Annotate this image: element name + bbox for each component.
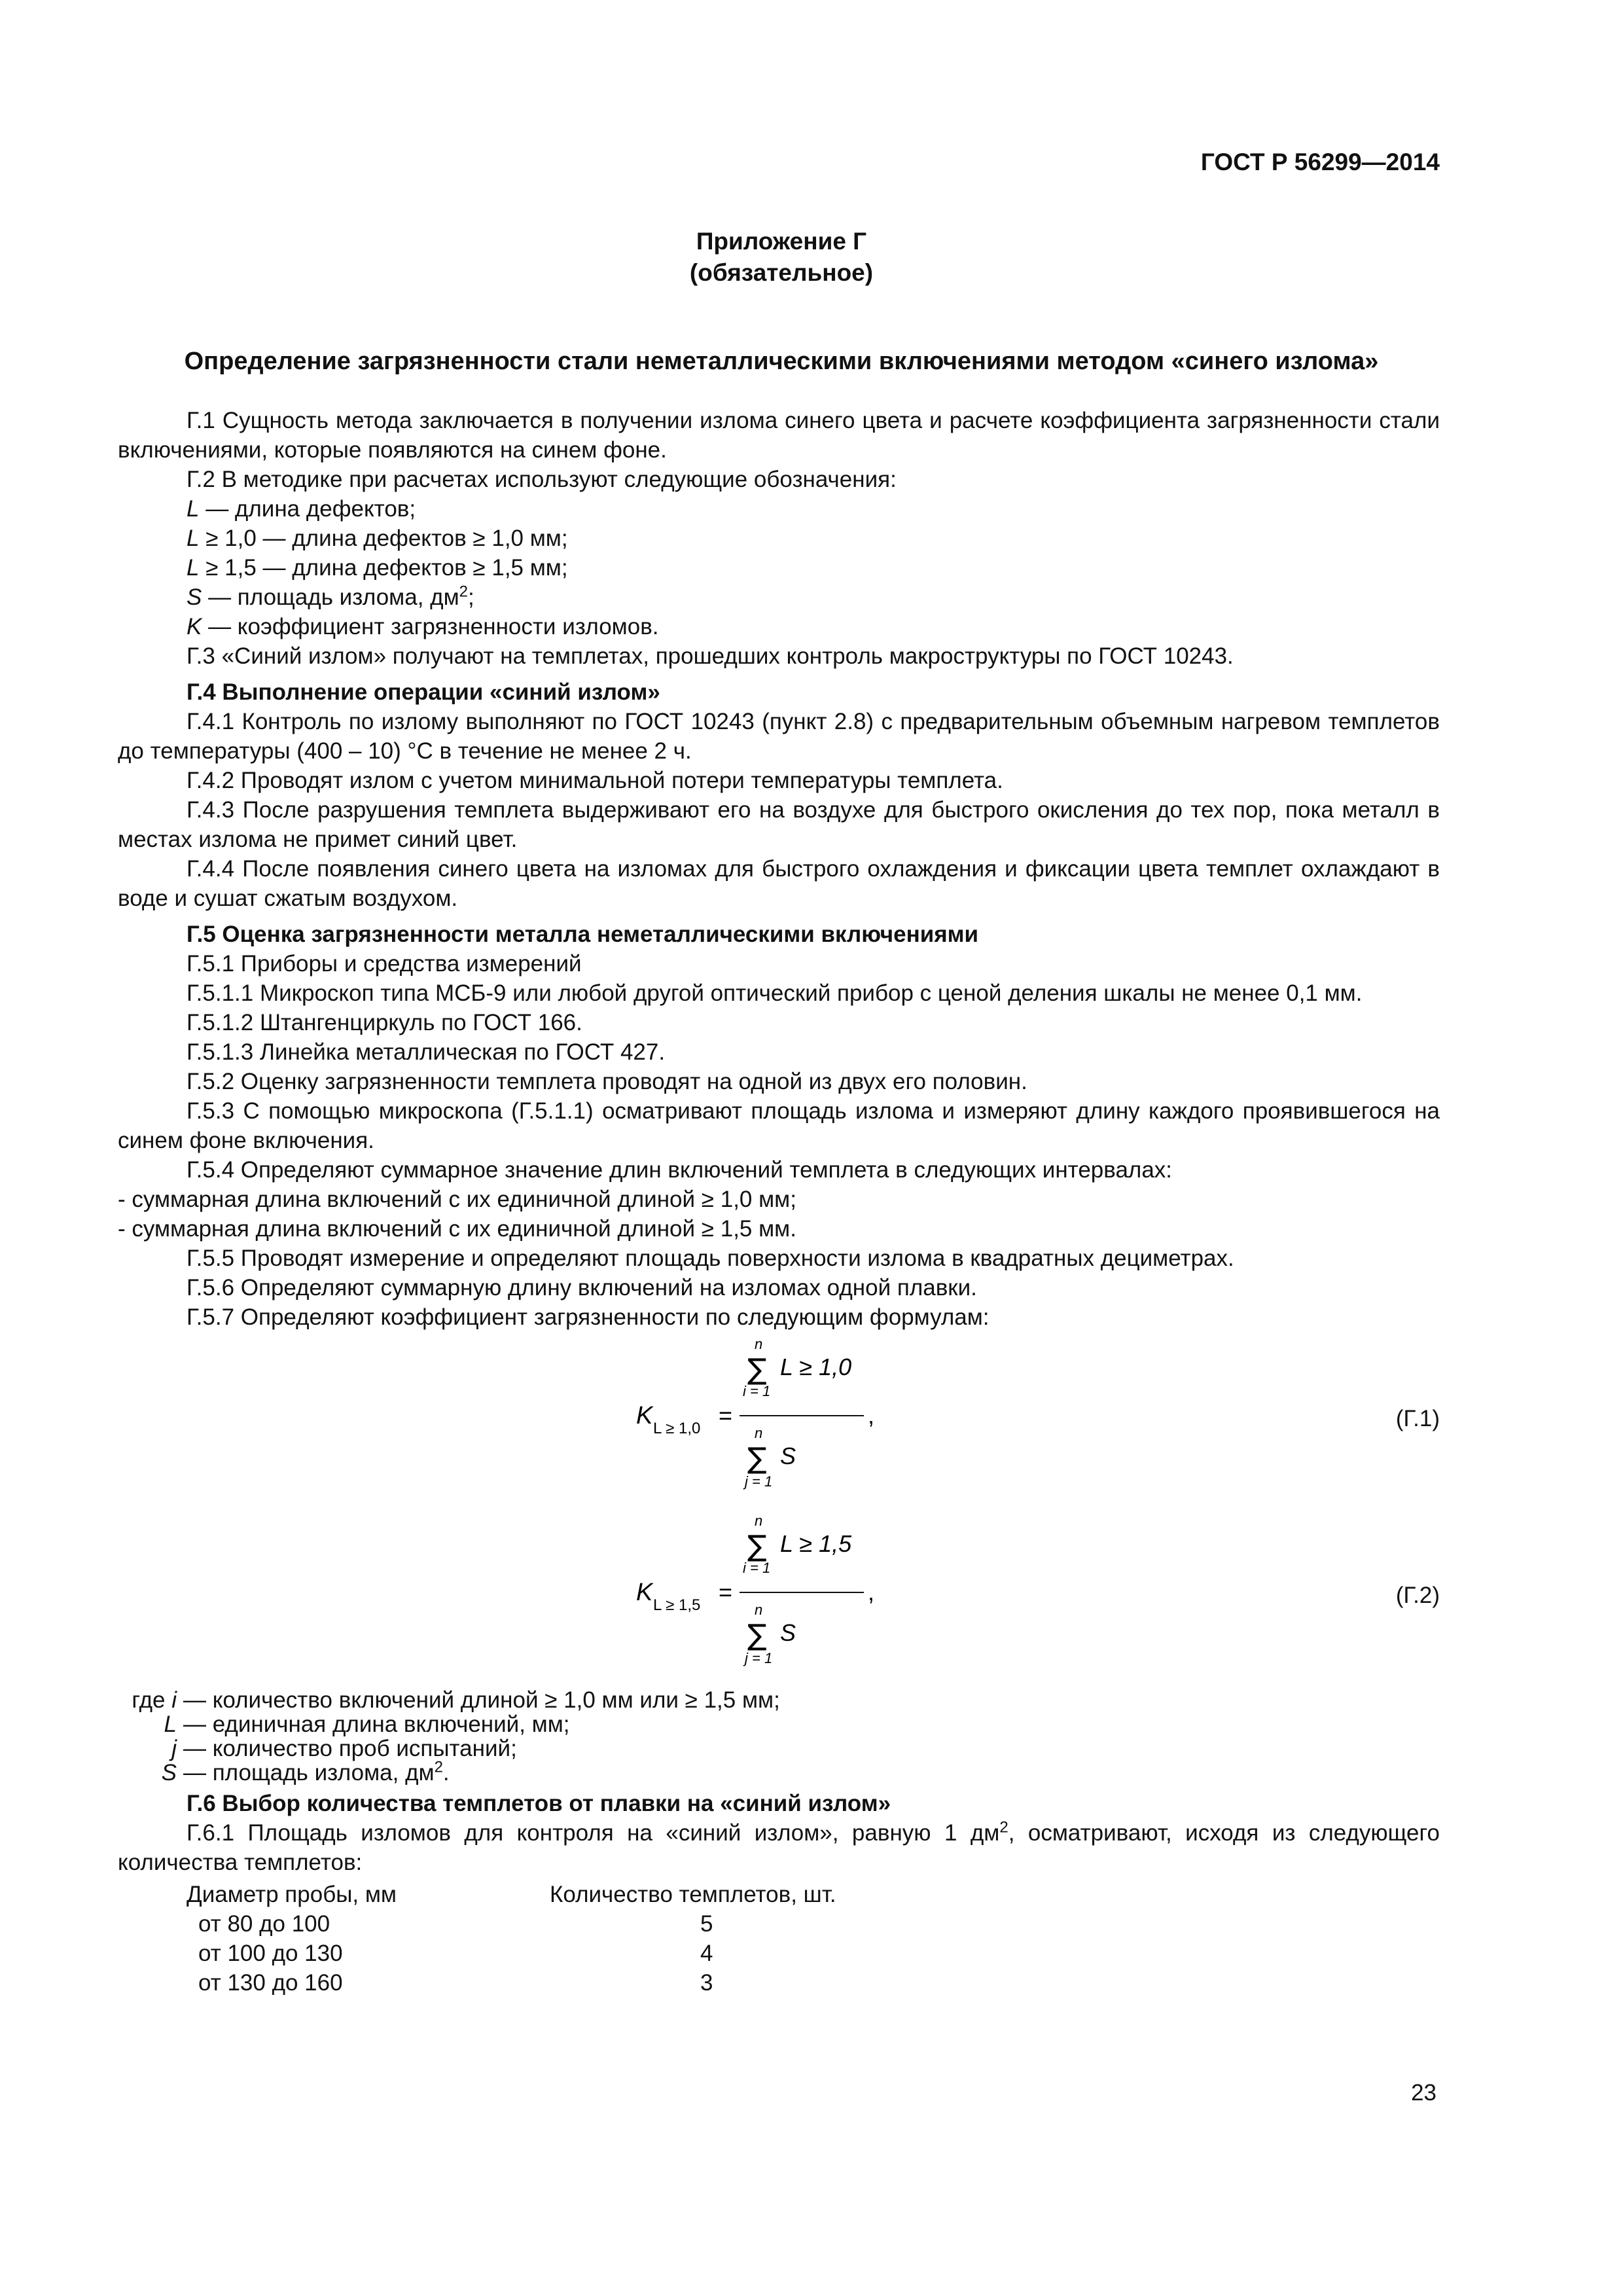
templet-count-table: [118, 1880, 1440, 2011]
document-body: [118, 406, 1440, 2011]
formula-k: K: [636, 1402, 653, 1429]
annex-heading: [0, 226, 1563, 289]
table-cell-count: 3: [700, 1970, 713, 1996]
denominator-expression: S: [780, 1619, 796, 1646]
legend-symbol-l: L: [164, 1712, 177, 1737]
paragraph-g2: Г.2 В методике при расчетах используют следующие обозначения:: [187, 467, 897, 492]
superscript: 2: [434, 1758, 443, 1776]
definition-symbol: K: [187, 614, 202, 639]
paragraph-g51: Г.5.1 Приборы и средства измерений: [187, 951, 582, 977]
definition-text: — длина дефектов;: [199, 496, 416, 522]
paragraph-g61-part2: , осматривают, исходя из следующего количества темплетов:: [118, 1820, 1440, 1875]
definition-symbol: L: [187, 526, 200, 551]
formula-tail: ,: [868, 1579, 875, 1605]
formula-legend: [118, 1685, 1440, 1785]
formula-g2-graphic: [635, 1509, 1001, 1685]
list-item-sum-10: - суммарная длина включений с их единичной длиной ≥ 1,0 мм;: [118, 1187, 796, 1212]
paragraph-g57: Г.5.7 Определяют коэффициент загрязненности по следующим формулам:: [187, 1304, 990, 1330]
sum-upper-limit: n: [755, 1336, 763, 1352]
paragraph-g53: Г.5.3 С помощью микроскопа (Г.5.1.1) осматривают площадь излома и измеряют длину каждого проявившегося на синем фоне включения.: [118, 1098, 1440, 1153]
formula-k: K: [636, 1579, 653, 1606]
definition-text: ≥ 1,5 — длина дефектов ≥ 1,5 мм;: [199, 555, 568, 581]
sum-lower-limit: j = 1: [745, 1650, 773, 1666]
document-code: ГОСТ Р 56299—2014: [1200, 149, 1440, 175]
definition-l10: [118, 524, 1440, 553]
definition-tail: ;: [468, 584, 474, 610]
table-cell-diameter: от 100 до 130: [198, 1941, 343, 1966]
sum-sign-icon: ∑: [747, 1353, 767, 1386]
paragraph-g44: Г.4.4 После появления синего цвета на изломах для быстрого охлаждения и фиксации цвета темплет охлаждают в воде и сушат сжатым воздухом.: [118, 856, 1440, 911]
legend-row-i: [118, 1685, 1440, 1713]
table-cell-diameter: от 130 до 160: [198, 1970, 343, 1996]
sum-upper-limit: n: [755, 1602, 763, 1618]
legend-lead: где: [132, 1687, 166, 1713]
table-cell-diameter: от 80 до 100: [198, 1911, 330, 1937]
definition-l15: [118, 553, 1440, 583]
sum-upper-limit: n: [755, 1513, 763, 1529]
section-heading-g5: Г.5 Оценка загрязненности металла неметаллическими включениями: [187, 922, 979, 947]
sum-sign-icon: ∑: [747, 1619, 767, 1652]
paragraph-g1: Г.1 Сущность метода заключается в получении излома синего цвета и расчете коэффициента загрязненности стали включениями, которые появляются на синем фоне.: [118, 408, 1440, 463]
formula-equals: =: [719, 1402, 733, 1429]
legend-text: — площадь излома, дм: [183, 1760, 435, 1785]
paragraph-g3: Г.3 «Синий излом» получают на темплетах, прошедших контроль макроструктуры по ГОСТ 10243.: [187, 643, 1234, 669]
sum-sign-icon: ∑: [747, 1530, 767, 1563]
legend-text: — количество включений длиной ≥ 1,0 мм или ≥ 1,5 мм;: [183, 1687, 780, 1713]
legend-text-with-sup: [183, 1758, 450, 1787]
sum-lower-limit: i = 1: [743, 1560, 771, 1576]
legend-row-j: [118, 1734, 1440, 1761]
denominator-expression: S: [780, 1443, 796, 1469]
definition-symbol: L: [187, 496, 200, 522]
paragraph-g52: Г.5.2 Оценку загрязненности темплета проводят на одной из двух его половин.: [187, 1069, 1027, 1094]
table-header-count: Количество темплетов, шт.: [550, 1882, 836, 1907]
legend-text: — единичная длина включений, мм;: [183, 1712, 570, 1737]
legend-row-s: [118, 1758, 1440, 1785]
paragraph-g512: Г.5.1.2 Штангенциркуль по ГОСТ 166.: [187, 1010, 582, 1035]
superscript: 2: [459, 583, 468, 601]
numerator-expression: L ≥ 1,5: [780, 1530, 852, 1557]
legend-row-l: [118, 1710, 1440, 1737]
formula-tail: ,: [868, 1402, 875, 1429]
paragraph-g54: Г.5.4 Определяют суммарное значение длин включений темплета в следующих интервалах:: [187, 1157, 1173, 1183]
formula-g1: [118, 1332, 1440, 1509]
definition-symbol: L: [187, 555, 200, 581]
formula-equals: =: [719, 1579, 733, 1605]
legend-tail: .: [442, 1760, 450, 1785]
formula-g2: [118, 1509, 1440, 1685]
legend-symbol-i: i: [171, 1687, 177, 1713]
formula-k-subscript: L ≥ 1,5: [653, 1596, 701, 1614]
table-cell-count: 4: [700, 1941, 713, 1966]
page-number: 23: [1411, 2080, 1436, 2106]
sum-lower-limit: j = 1: [745, 1473, 773, 1490]
paragraph-g56: Г.5.6 Определяют суммарную длину включений на изломах одной плавки.: [187, 1275, 977, 1300]
numerator-expression: L ≥ 1,0: [780, 1354, 852, 1380]
superscript: 2: [999, 1818, 1008, 1837]
annex-status: (обязательное): [689, 259, 874, 286]
paragraph-g42: Г.4.2 Проводят излом с учетом минимальной потери температуры темплета.: [187, 768, 1003, 793]
sum-lower-limit: i = 1: [743, 1383, 771, 1399]
list-item-sum-15: - суммарная длина включений с их единичной длиной ≥ 1,5 мм.: [118, 1216, 796, 1242]
paragraph-g511: Г.5.1.1 Микроскоп типа МСБ-9 или любой другой оптический прибор с ценой деления шкалы не менее 0,1 мм.: [187, 980, 1363, 1006]
formula-g1-graphic: [635, 1332, 1001, 1509]
definition-l: [118, 494, 1440, 524]
sum-upper-limit: n: [755, 1425, 763, 1441]
annex-title: Приложение Г: [696, 228, 867, 255]
definition-text: ≥ 1,0 — длина дефектов ≥ 1,0 мм;: [199, 526, 568, 551]
section-heading-g6: Г.6 Выбор количества темплетов от плавки на «синий излом»: [187, 1791, 891, 1816]
legend-symbol-j: j: [171, 1736, 177, 1761]
section-heading-g4: Г.4 Выполнение операции «синий излом»: [187, 679, 660, 705]
main-title: Определение загрязненности стали неметаллическими включениями методом «синего излома»: [184, 348, 1379, 375]
paragraph-g41: Г.4.1 Контроль по излому выполняют по ГОСТ 10243 (пункт 2.8) с предварительным объемным нагревом темплетов до температуры (400 – 10) °С в течение не менее 2 ч.: [118, 709, 1440, 764]
definition-k: [118, 612, 1440, 641]
legend-text: — количество проб испытаний;: [183, 1736, 517, 1761]
table-header-diameter: Диаметр пробы, мм: [187, 1882, 397, 1907]
paragraph-g55: Г.5.5 Проводят измерение и определяют площадь поверхности излома в квадратных дециметрах.: [187, 1246, 1234, 1271]
paragraph-g43: Г.4.3 После разрушения темплета выдерживают его на воздухе для быстрого окисления до тех пор, пока металл в местах излома не примет синий цвет.: [118, 797, 1440, 852]
definition-text: — коэффициент загрязненности изломов.: [202, 614, 659, 639]
paragraph-g61: [118, 1818, 1440, 1877]
sum-sign-icon: ∑: [747, 1442, 767, 1475]
formula-k-subscript: L ≥ 1,0: [653, 1420, 701, 1437]
paragraph-g513: Г.5.1.3 Линейка металлическая по ГОСТ 427.: [187, 1039, 666, 1065]
definition-s: [118, 583, 1440, 612]
legend-symbol-s: S: [161, 1760, 177, 1785]
equation-number: (Г.1): [1395, 1406, 1440, 1431]
paragraph-g61-part1: Г.6.1 Площадь изломов для контроля на «синий излом», равную 1 дм: [187, 1820, 1000, 1846]
table-cell-count: 5: [700, 1911, 713, 1937]
definition-symbol: S: [187, 584, 202, 610]
definition-text: — площадь излома, дм: [202, 584, 459, 610]
equation-number: (Г.2): [1395, 1583, 1440, 1608]
